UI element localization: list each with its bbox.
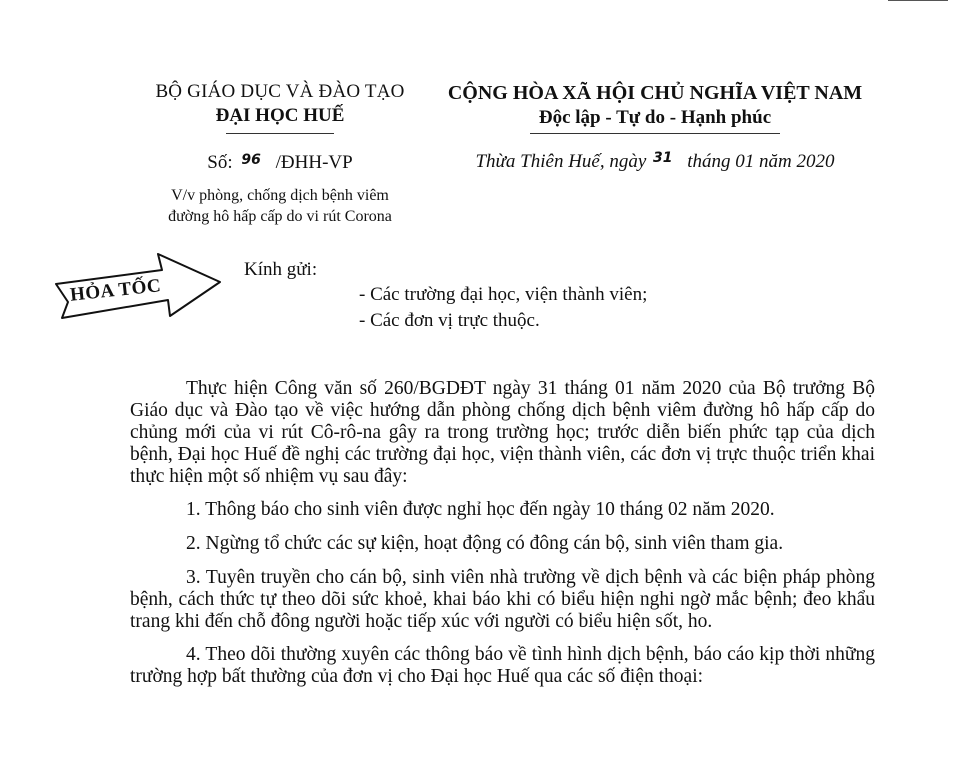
- document-subject: [130, 185, 430, 227]
- number-label: Số:: [207, 152, 233, 173]
- document-number: [130, 151, 430, 176]
- task-item-1: 1. Thông báo cho sinh viên được nghỉ học đến ngày 10 tháng 02 năm 2020.: [186, 499, 775, 520]
- university-name: ĐẠI HỌC HUẾ: [215, 105, 345, 126]
- nation-header: [420, 80, 890, 175]
- handwritten-number: 96: [241, 152, 261, 168]
- recipient-item: - Các đơn vị trực thuộc.: [359, 310, 540, 331]
- date-suffix: tháng 01 năm 2020: [687, 151, 835, 172]
- recipient-list: [359, 282, 647, 334]
- header-divider: [226, 133, 334, 134]
- handwritten-day: 31: [653, 150, 673, 166]
- scan-edge-mark: [888, 0, 948, 1]
- date-prefix: Thừa Thiên Huế, ngày: [475, 151, 647, 172]
- body-paragraph: Thực hiện Công văn số 260/BGDĐT ngày 31 tháng 01 năm 2020 của Bộ trưởng Bộ Giáo dục và Đào tạo về việc hướng dẫn phòng chống dịch bệnh viêm đường hô hấp cấp do chủng mới của vi rút Cô-rô-na gây ra trong trường học; trước diễn biến phức tạp của dịch bệnh, Đại học Huế đề nghị các trường đại học, viện thành viên, các đơn vị trực thuộc triển khai thực hiện một số nhiệm vụ sau đây:: [130, 378, 875, 487]
- document-body: [130, 378, 875, 699]
- nation-name: CỘNG HÒA XÃ HỘI CHỦ NGHĨA VIỆT NAM: [447, 82, 863, 104]
- motto-divider: [530, 133, 780, 134]
- number-suffix: /ĐHH-VP: [275, 152, 353, 173]
- issue-date: [420, 150, 890, 175]
- urgent-label: HỎA TỐC: [69, 275, 163, 306]
- subject-line: V/v phòng, chống dịch bệnh viêm: [171, 187, 389, 204]
- task-item-4: 4. Theo dõi thường xuyên các thông báo về tình hình dịch bệnh, báo cáo kịp thời những trường hợp bất thường của đơn vị cho Đại học Huế qua các số điện thoại:: [130, 644, 875, 687]
- urgent-stamp: [50, 250, 230, 330]
- recipient-item: - Các trường đại học, viện thành viên;: [359, 284, 648, 305]
- task-item-3: 3. Tuyên truyền cho cán bộ, sinh viên nhà trường về dịch bệnh và các biện pháp phòng bệnh, cách thức tự theo dõi sức khoẻ, khai báo khi có biểu hiện nghi ngờ mắc bệnh; đeo khẩu trang khi đến chỗ đông người hoặc tiếp xúc với người có biểu hiện sốt, ho.: [130, 567, 875, 632]
- national-motto: Độc lập - Tự do - Hạnh phúc: [538, 107, 772, 128]
- issuer-header: [130, 80, 430, 227]
- ministry-name: BỘ GIÁO DỤC VÀ ĐÀO TẠO: [155, 81, 405, 102]
- recipients-heading: Kính gửi:: [244, 259, 318, 280]
- subject-line: đường hô hấp cấp do vi rút Corona: [168, 208, 392, 225]
- task-item-2: 2. Ngừng tổ chức các sự kiện, hoạt động có đông cán bộ, sinh viên tham gia.: [186, 533, 784, 554]
